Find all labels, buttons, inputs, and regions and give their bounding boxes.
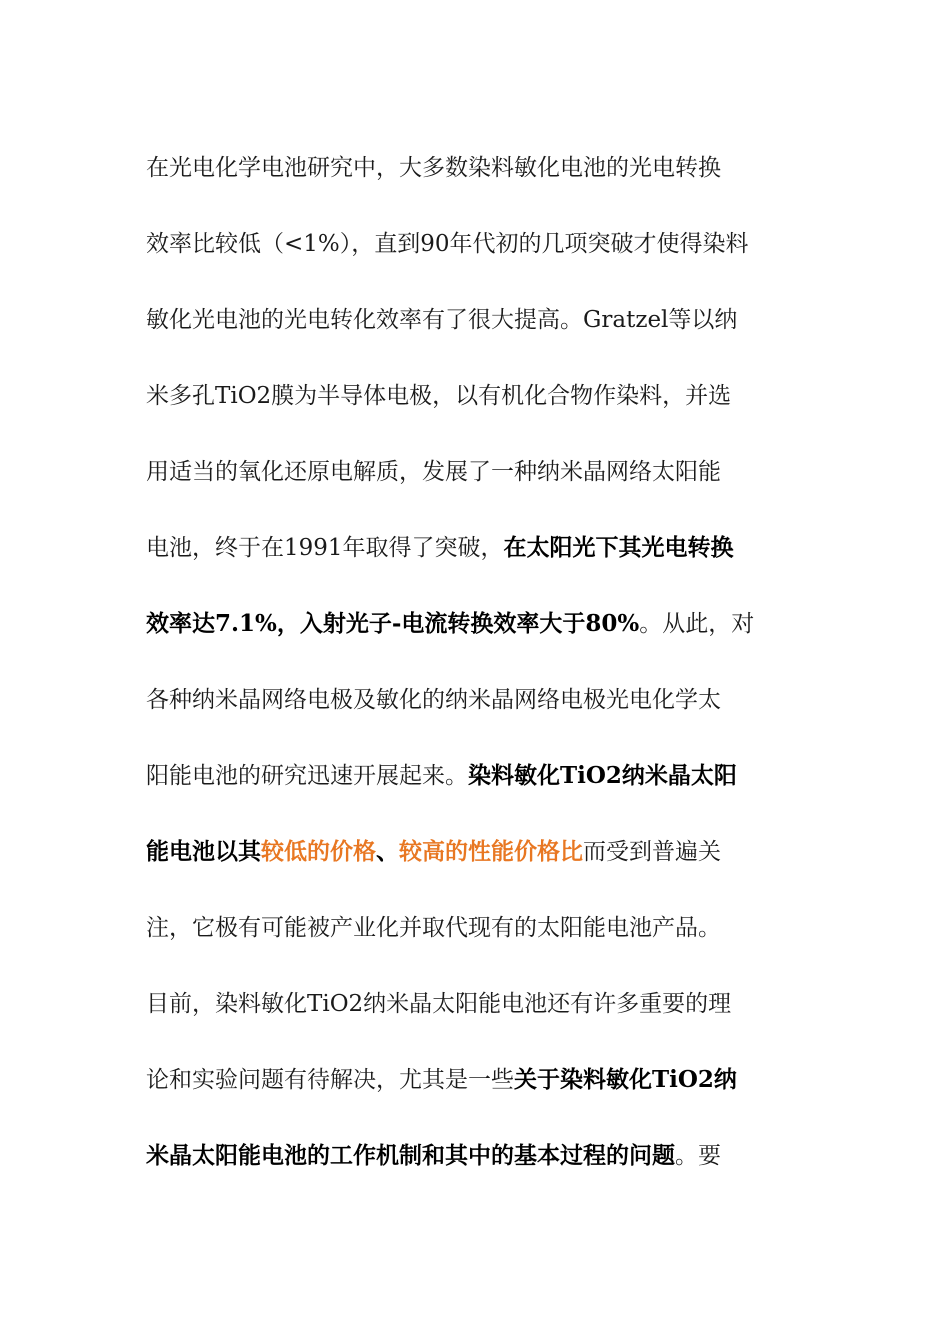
text-run: 。从此，对 (639, 611, 755, 637)
bold-text-run: 关于染料敏化TiO2纳 (514, 1066, 737, 1093)
bold-text-run: 、 (376, 838, 399, 865)
body-paragraph (146, 140, 816, 1204)
text-run: 各种纳米晶网络电极及敏化的纳米晶网络电极光电化学太 (146, 687, 721, 713)
text-run: 电池，终于在1991年取得了突破， (146, 535, 504, 561)
text-run: 注，它极有可能被产业化并取代现有的太阳能电池产品。 (146, 915, 721, 941)
text-run: 敏化光电池的光电转化效率有了很大提高。Gratzel等以纳 (146, 307, 738, 333)
bold-text-run: 能电池以其 (146, 838, 261, 865)
text-line (146, 368, 816, 444)
text-line (146, 900, 816, 976)
text-line (146, 1128, 816, 1204)
text-line (146, 748, 816, 824)
highlighted-text-run: 较高的性能价格比 (399, 838, 583, 865)
bold-text-run: 在太阳光下其光电转换 (503, 534, 734, 561)
text-line (146, 824, 816, 900)
text-line (146, 976, 816, 1052)
bold-text-run: 效率达7.1%，入射光子-电流转换效率大于80% (146, 610, 640, 637)
text-line (146, 1052, 816, 1128)
text-line (146, 216, 816, 292)
bold-text-run: 染料敏化TiO2纳米晶太阳 (468, 762, 737, 789)
text-run: 。要 (675, 1143, 721, 1169)
text-line (146, 292, 816, 368)
highlighted-text-run: 较低的价格 (261, 838, 376, 865)
text-line (146, 520, 816, 596)
text-run: 阳能电池的研究迅速开展起来。 (146, 763, 468, 789)
text-line (146, 140, 816, 216)
text-line (146, 444, 816, 520)
text-run: 而受到普遍关 (583, 839, 721, 865)
text-line (146, 596, 816, 672)
bold-text-run: 米晶太阳能电池的工作机制和其中的基本过程的问题 (146, 1142, 675, 1169)
text-run: 米多孔TiO2膜为半导体电极，以有机化合物作染料，并选 (146, 383, 732, 409)
text-run: 效率比较低（<1%），直到90年代初的几项突破才使得染料 (146, 231, 749, 257)
text-line (146, 672, 816, 748)
text-run: 论和实验问题有待解决，尤其是一些 (146, 1067, 514, 1093)
text-run: 用适当的氧化还原电解质，发展了一种纳米晶网络太阳能 (146, 459, 721, 485)
text-run: 在光电化学电池研究中，大多数染料敏化电池的光电转换 (146, 155, 721, 181)
text-run: 目前，染料敏化TiO2纳米晶太阳能电池还有许多重要的理 (146, 991, 732, 1017)
